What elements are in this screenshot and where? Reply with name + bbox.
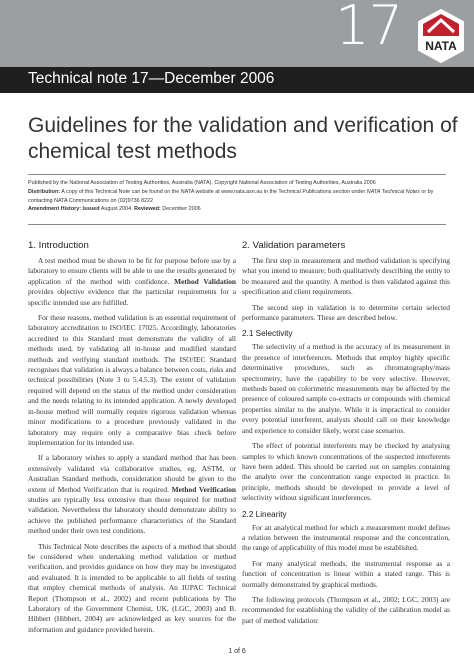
published-by: Published by the National Association of Testing Authorities, Australia (NATA). Copyright National Association of Testing Authorities, Australia 2006 (28, 180, 376, 186)
paragraph-text: provides objective evidence that the particular requirements for a specific intended use are fulfilled. (28, 287, 236, 307)
paragraph: The following protocols (Thompson et al., 2002; LGC, 2003) are recommended for establishing the validity of the calibration model as part of method validation: (242, 594, 450, 625)
paragraph (28, 453, 236, 536)
distribution-label: Distribution: (28, 188, 61, 195)
distribution-text-italic: NATA Technical Notes (366, 188, 420, 195)
left-column (28, 240, 236, 640)
term-method-verification: Method Verification (171, 484, 236, 494)
amendment-reviewed-label: Reviewed: (134, 206, 161, 213)
divider-bottom (28, 224, 446, 225)
amendment-reviewed: December 2006 (160, 206, 201, 213)
paragraph: The second step in validation is to determine certain selected performance parameters. These are described below. (242, 302, 450, 323)
amendment-history (28, 205, 458, 214)
paragraph: For these reasons, method validation is an essential requirement of laboratory accreditation to ISO/IEC 17025. Accordingly, laboratories accredited to this Standard must demonstrate the validity of all methods used, by validating all in-house and modified standard methods and verifying standard methods. The ISO/IEC Standard recognises that validation is always a balance between costs, risks and technical possibilities (Note 3 to 5.4.5.3). The extent of validation required will depend on the status of the method under consideration and the needs relating to its intended application. A newly developed in-house method will normally require rigorous validation whereas minor modifications to a procedure previously validated in the laboratory may require only a comparative bias check before implementation for its intended use. (28, 313, 236, 447)
term-method-validation: Method Validation (174, 276, 236, 286)
paragraph: The selectivity of a method is the accuracy of its measurement in the presence of interferences. Methods that employ highly specific determinative procedures, such as chromatography/mass spectrometry, have the capability to be very selective. However, methods based on colorimetric measurements may be affected by the presence of coloured sample co-extracts or compounds with chemical properties similar to the analyte. While it is impractical to consider every potential interferent, analysts should call on their knowledge and experience to consider likely, worst case scenarios. (242, 342, 450, 435)
technical-note-band (0, 67, 474, 93)
paragraph: This Technical Note describes the aspects of a method that should be considered when undertaking method validation or method verification, and provides guidance on how they may be investigated and evaluated. It is intended to be applicable to all fields of testing that employ chemical methods of analysis. An IUPAC Technical Report (Thompson et al., 2002) and recent publications by The Laboratory of the Government Chemist, UK, (LGC, 2003) and B. Hibbert (Hibbert, 2004) are acknowledged as key sources for the information and guidance provided herein. (28, 541, 236, 634)
nata-logo-text: NATA (425, 39, 457, 53)
paragraph-text: If a laboratory wishes to apply a standard method that has been extensively validated via collaborative studies, eg. ASTM, or Australian Standard methods, consideration should be given to the extent of Method Verification that is required. (28, 453, 236, 494)
technical-note-heading: Technical note 17—December 2006 (28, 70, 275, 87)
distribution-text-b: or by contacting NATA Communications on (02)9736 8222 (28, 188, 434, 204)
amendment-label: Amendment History: Issued (28, 206, 100, 213)
right-column (242, 240, 450, 631)
technical-note-number: 17 (335, 0, 402, 57)
nata-logo (416, 8, 466, 64)
paragraph: For an analytical method for which a measurement model defines a relation between the instrumental response and the concentration, the range of applicability of this model must be established. (242, 522, 450, 553)
paragraph: The first step in measurement and method validation is specifying what you intend to measure; both qualitatively describing the entity to be measured and the quantity. A method is then validated against this specification and client requirements. (242, 256, 450, 297)
paragraph: The effect of potential interferents may be checked by analysing samples to which known concentrations of the suspected interferents have been added. This should be carried out on samples containing the analyte over the concentration range expected in practice. In principle, methods should be developed to provide a level of selectivity without significant interferences. (242, 441, 450, 503)
subsection-heading-linearity: 2.2 Linearity (242, 509, 287, 519)
publication-info (28, 179, 458, 214)
distribution-line (28, 188, 458, 206)
distribution-text-a: A copy of this Technical Note can be found on the NATA website at www.nata.asn.au in the Technical Publications section under (60, 188, 367, 195)
amendment-issued: August 2004. (99, 206, 135, 213)
divider-top (28, 174, 446, 175)
section-heading-introduction: 1. Introduction (28, 240, 89, 251)
paragraph-text: studies are typically less extensive than those required for method validation. Nevertheless the laboratory should demonstrate ability to achieve the published performance characteristics of the Standard method under their own test conditions. (28, 494, 236, 536)
page-number: 1 of 6 (228, 648, 246, 655)
paragraph-text: A test method must be shown to be fit for purpose before use by a laboratory to ensure clients will be able to use the results generated by application of the method with confidence. (28, 256, 236, 286)
section-heading-validation-parameters: 2. Validation parameters (242, 240, 346, 251)
page-title: Guidelines for the validation and verification of chemical test methods (28, 114, 458, 163)
paragraph: For many analytical methods, the instrumental response as a function of concentration is linear within a stated range. This is normally demonstrated by graphical methods. (242, 558, 450, 589)
subsection-heading-selectivity: 2.1 Selectivity (242, 329, 293, 339)
paragraph (28, 256, 236, 308)
header-band (0, 0, 474, 67)
